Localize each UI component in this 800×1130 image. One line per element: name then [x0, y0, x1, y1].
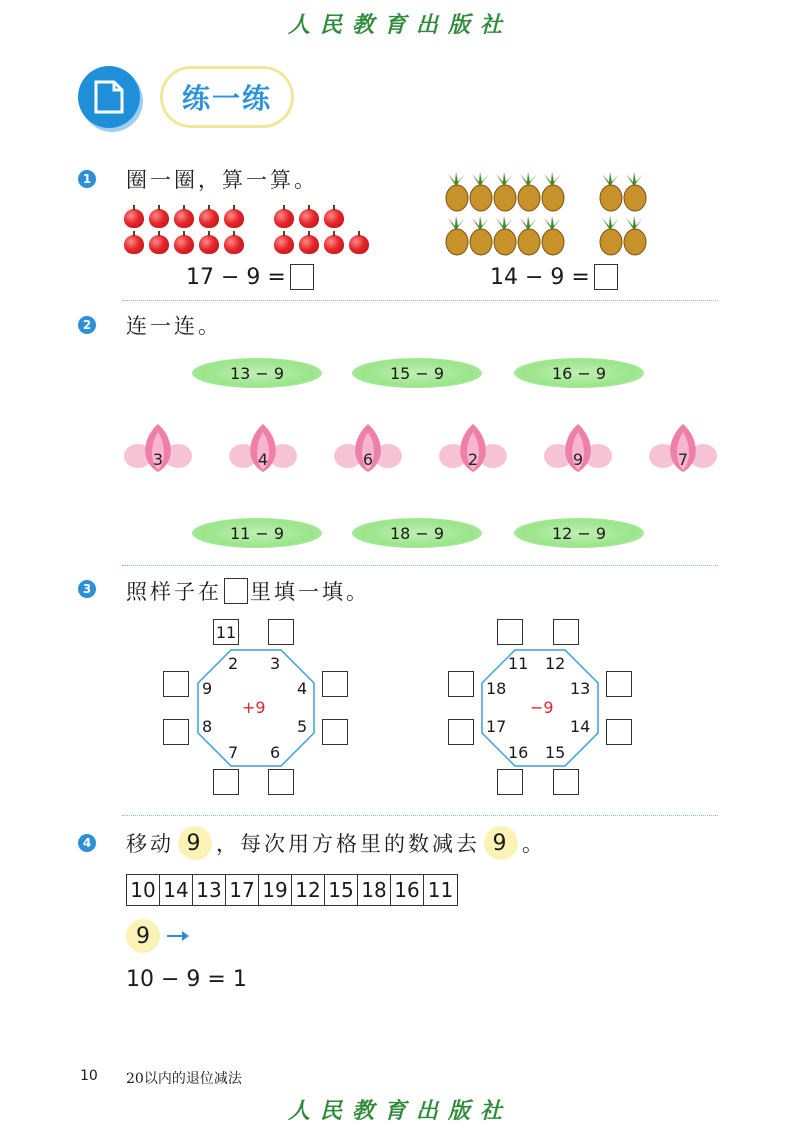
- answer-box-right-left-1[interactable]: [448, 671, 474, 697]
- question-3-text: [126, 576, 370, 606]
- octagon-left-number: 2: [228, 654, 239, 673]
- answer-box-2[interactable]: [594, 264, 618, 290]
- pineapple-icon: [542, 172, 564, 211]
- apple-icon: [274, 209, 294, 228]
- lotus-flower[interactable]: [544, 422, 612, 476]
- lotus-flower[interactable]: [649, 422, 717, 476]
- pineapple-icon: [470, 216, 492, 255]
- lotus-flower[interactable]: [124, 422, 192, 476]
- pineapple-icon: [470, 172, 492, 211]
- answer-box-left-top-right[interactable]: [268, 619, 294, 645]
- strip-cell: 17: [226, 875, 259, 905]
- strip-cell: 13: [193, 875, 226, 905]
- strip-cell: 12: [292, 875, 325, 905]
- answer-box-left-bottom-right[interactable]: [268, 769, 294, 795]
- question-number-4: 4: [78, 834, 96, 852]
- lotus-number: 4: [257, 450, 269, 469]
- leaf-top-3[interactable]: 16 − 9: [514, 358, 644, 388]
- leaf-bottom-1[interactable]: 11 − 9: [192, 518, 322, 548]
- equation-1: [186, 264, 314, 290]
- apple-icon: [274, 235, 294, 254]
- question-4-text-c: 。: [522, 832, 546, 856]
- octagon-left-number: 4: [297, 679, 308, 698]
- nine-circle-icon: 9: [484, 826, 518, 860]
- apple-icon: [199, 235, 219, 254]
- pineapple-icon: [446, 172, 468, 211]
- apple-icon: [224, 209, 244, 228]
- answer-box-right-bottom-left[interactable]: [497, 769, 523, 795]
- question-1-text: 圈一圈，算一算。: [126, 168, 318, 192]
- pineapple-icon: [600, 172, 622, 211]
- octagon-right-number: 17: [486, 717, 507, 736]
- answer-box-1[interactable]: [290, 264, 314, 290]
- answer-box-right-right-1[interactable]: [606, 671, 632, 697]
- divider: [122, 815, 718, 816]
- question-number-2: 2: [78, 316, 96, 334]
- strip-cell: 18: [358, 875, 391, 905]
- leaf-top-2[interactable]: 15 − 9: [352, 358, 482, 388]
- nine-circle-icon: 9: [178, 826, 212, 860]
- apple-icon: [124, 209, 144, 228]
- apple-icon: [149, 209, 169, 228]
- answer-box-left-left-2[interactable]: [163, 719, 189, 745]
- apple-icon: [174, 235, 194, 254]
- answer-box-right-top-left[interactable]: [497, 619, 523, 645]
- lotus-number: 6: [362, 450, 374, 469]
- pineapple-group: [440, 172, 660, 258]
- apple-icon: [224, 235, 244, 254]
- strip-cell: 10: [127, 875, 160, 905]
- strip-cell: 11: [427, 878, 454, 902]
- leaf-top-1[interactable]: 13 − 9: [192, 358, 322, 388]
- apple-icon: [324, 235, 344, 254]
- publisher-footer: 人民教育出版社: [287, 1098, 512, 1124]
- octagon-right-number: 11: [508, 654, 529, 673]
- apple-group: [124, 207, 384, 257]
- octagon-left-number: 7: [228, 743, 239, 762]
- question-3-text-after: 里填一填。: [250, 580, 370, 604]
- equation-2-expression: 14 − 9 =: [490, 264, 590, 290]
- octagon-left-number: 6: [270, 743, 281, 762]
- leaf-bottom-2[interactable]: 18 − 9: [352, 518, 482, 548]
- lotus-flower[interactable]: [229, 422, 297, 476]
- lotus-flower[interactable]: [439, 422, 507, 476]
- answer-box-right-bottom-right[interactable]: [553, 769, 579, 795]
- octagon-right-number: 18: [486, 679, 507, 698]
- strip-cell: 16: [391, 875, 424, 905]
- pineapple-icon: [518, 172, 540, 211]
- operator-label: +9: [242, 698, 266, 717]
- answer-box-right-right-2[interactable]: [606, 719, 632, 745]
- lotus-number: 9: [572, 450, 584, 469]
- answer-box-right-left-2[interactable]: [448, 719, 474, 745]
- strip-cell: 19: [259, 875, 292, 905]
- question-2-text: 连一连。: [126, 314, 222, 338]
- section-title: 练一练: [160, 66, 294, 128]
- answer-box-right-top-right[interactable]: [553, 619, 579, 645]
- question-4-text-a: 移动: [126, 832, 174, 856]
- octagon-left-number: 8: [202, 717, 213, 736]
- octagon-right-number: 16: [508, 743, 529, 762]
- pineapple-icon: [542, 216, 564, 255]
- lotus-number: 2: [467, 450, 479, 469]
- number-strip: [126, 874, 458, 906]
- answer-box-left-right-2[interactable]: [322, 719, 348, 745]
- pineapple-icon: [518, 216, 540, 255]
- question-number-3: 3: [78, 580, 96, 598]
- apple-icon: [349, 235, 369, 254]
- lotus-number: 3: [152, 450, 164, 469]
- pineapple-icon: [494, 216, 516, 255]
- pineapple-icon: [446, 216, 468, 255]
- apple-icon: [124, 235, 144, 254]
- mover-row: [126, 919, 190, 953]
- question-4-text: [126, 826, 546, 860]
- right-arrow-icon: [166, 930, 190, 942]
- equation-2: [490, 264, 618, 290]
- apple-icon: [199, 209, 219, 228]
- page-number: 10: [80, 1068, 98, 1084]
- leaf-bottom-3[interactable]: 12 − 9: [514, 518, 644, 548]
- publisher-header: 人民教育出版社: [287, 12, 512, 38]
- lotus-flower[interactable]: [334, 422, 402, 476]
- chapter-title: 20以内的退位减法: [126, 1071, 242, 1087]
- apple-icon: [174, 209, 194, 228]
- apple-icon: [324, 209, 344, 228]
- octagon-left-number: 5: [297, 717, 308, 736]
- answer-box-left-right-1[interactable]: [322, 671, 348, 697]
- octagon-right-number: 12: [545, 654, 566, 673]
- equation-1-expression: 17 − 9 =: [186, 264, 286, 290]
- operator-label: −9: [530, 698, 554, 717]
- octagon-right-number: 14: [570, 717, 591, 736]
- divider: [122, 300, 718, 301]
- answer-box-left-bottom-left[interactable]: [213, 769, 239, 795]
- lotus-number: 7: [677, 450, 689, 469]
- question-3-text-before: 照样子在: [126, 580, 222, 604]
- question-number-1: 1: [78, 170, 96, 188]
- strip-cell: 15: [325, 875, 358, 905]
- pineapple-icon: [494, 172, 516, 211]
- example-equation: 10 − 9 = 1: [126, 967, 247, 992]
- strip-cell: 14: [160, 875, 193, 905]
- octagon-right-number: 13: [570, 679, 591, 698]
- sample-box-icon: [224, 578, 248, 604]
- example-box: 11: [213, 619, 239, 645]
- apple-icon: [149, 235, 169, 254]
- octagon-right-number: 15: [545, 743, 566, 762]
- pineapple-icon: [624, 216, 646, 255]
- octagon-left-number: 9: [202, 679, 213, 698]
- pineapple-icon: [600, 216, 622, 255]
- pineapple-icon: [624, 172, 646, 211]
- question-4-text-b: ，每次用方格里的数减去: [216, 832, 480, 856]
- divider: [122, 565, 718, 566]
- document-icon: [78, 66, 140, 128]
- mover-circle[interactable]: 9: [126, 919, 160, 953]
- answer-box-left-left-1[interactable]: [163, 671, 189, 697]
- apple-icon: [299, 209, 319, 228]
- octagon-left-number: 3: [270, 654, 281, 673]
- apple-icon: [299, 235, 319, 254]
